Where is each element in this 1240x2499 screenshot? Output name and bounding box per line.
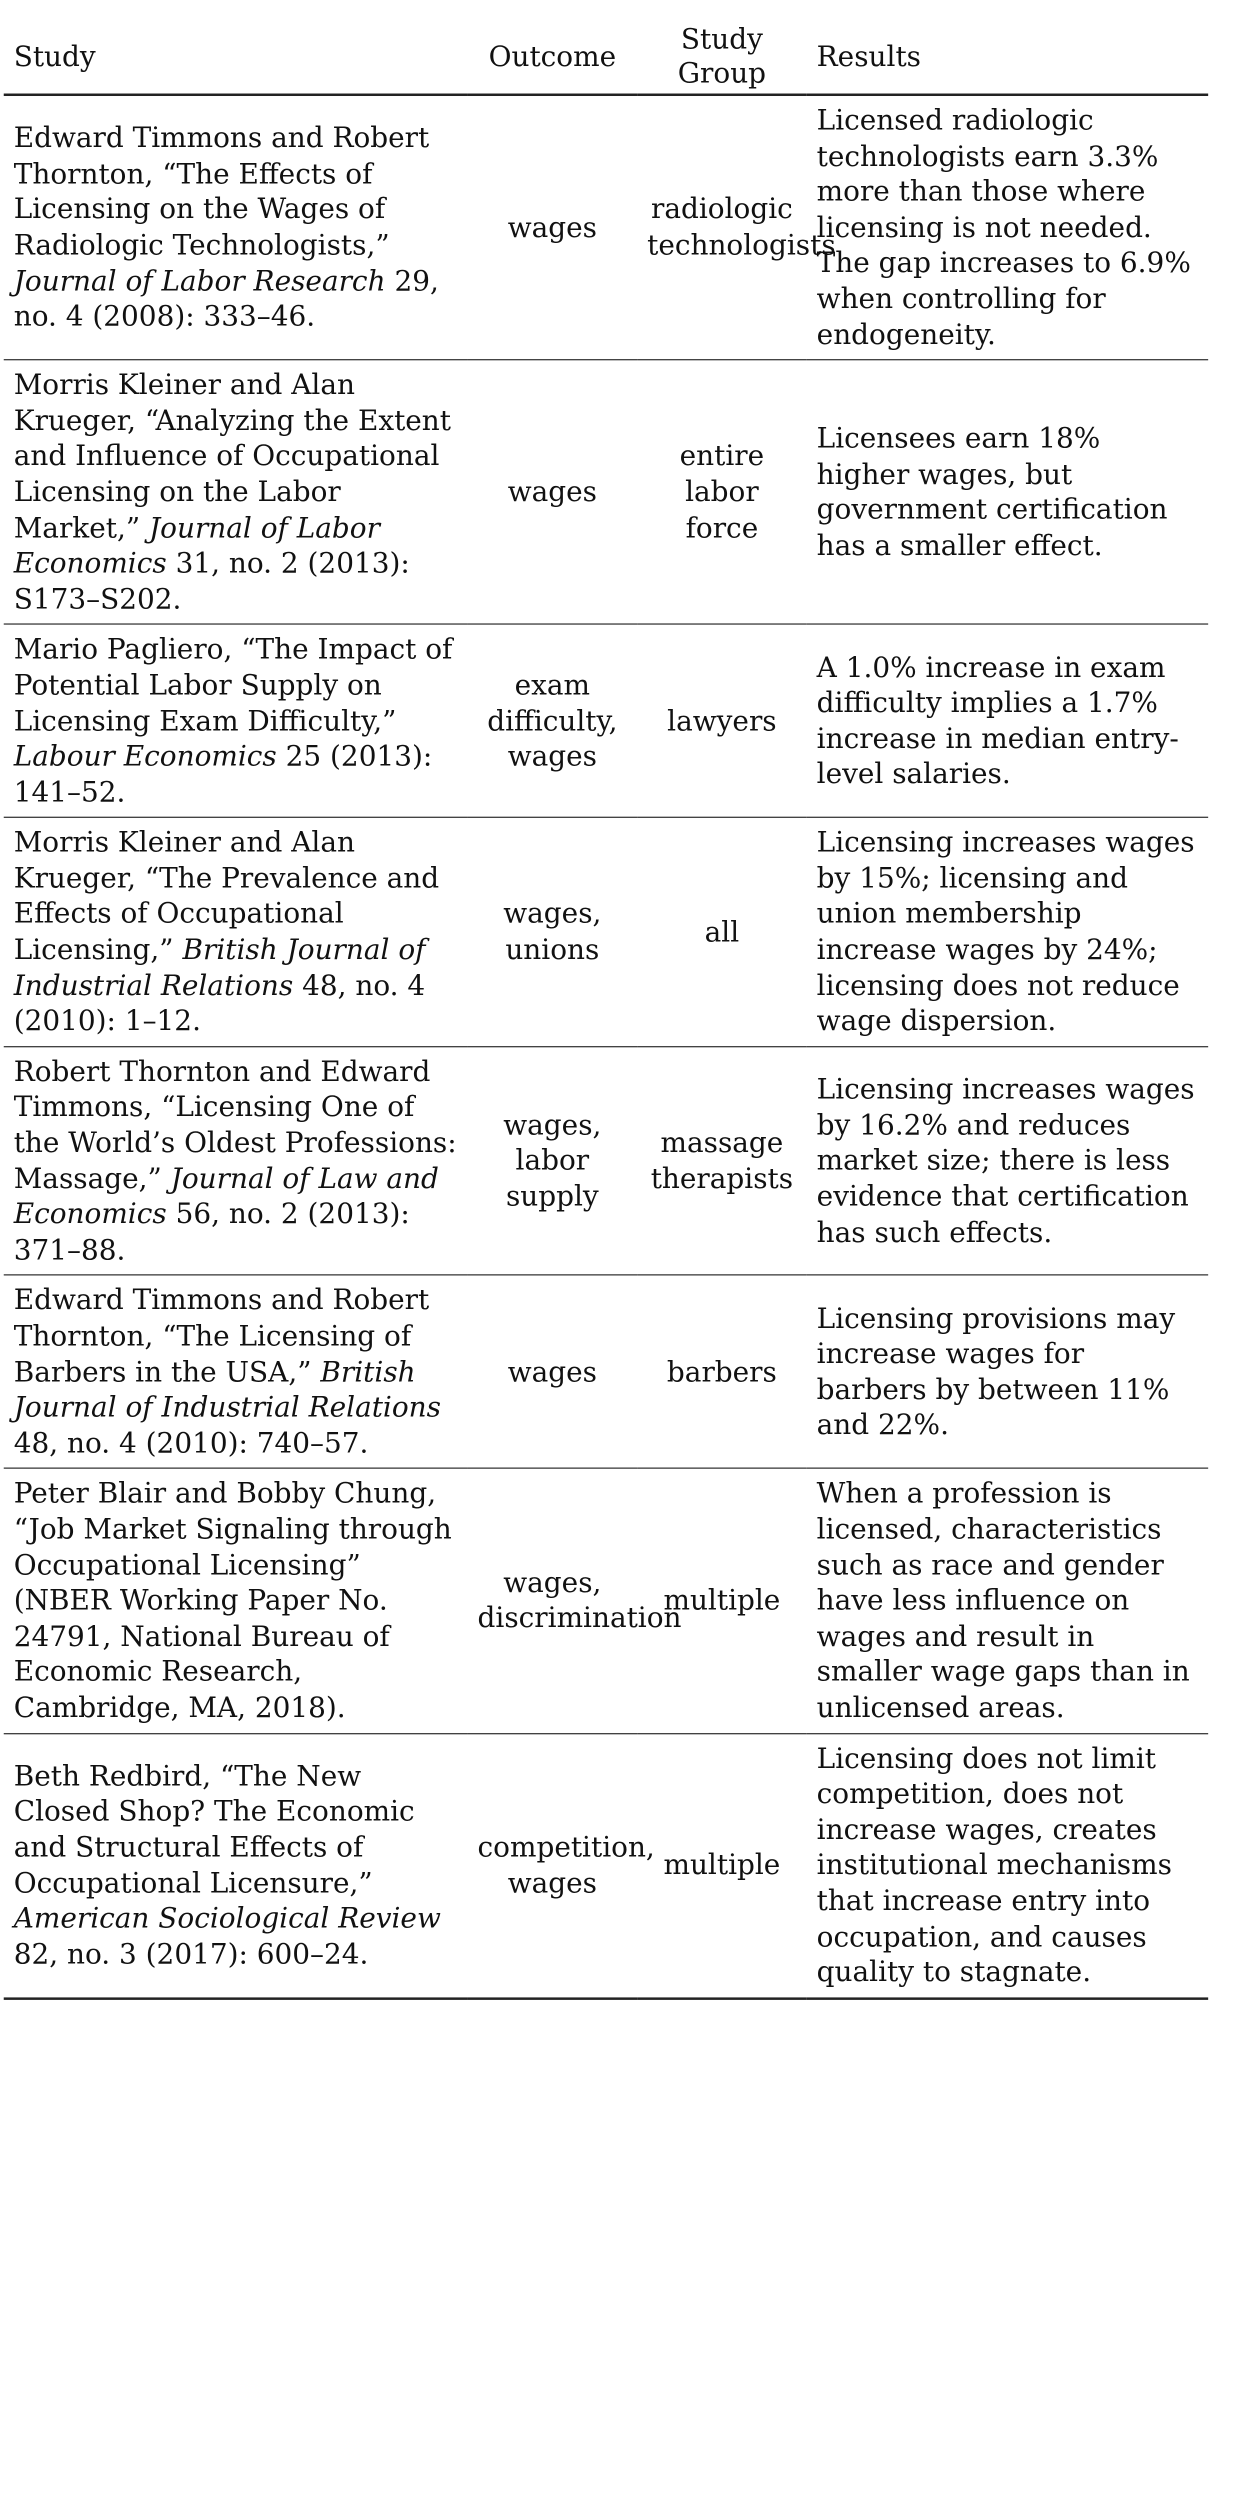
outcome-cell: wages (468, 360, 638, 625)
citation-details: 25 (2013): 141–52. (13, 740, 433, 809)
study-authors-title: Morris Kleiner and Alan Krueger, “Analyzing the Extent and Influence of Occupational Licensing on the Labor Market,” (13, 369, 452, 545)
citation-details: 31, no. 2 (2013): S173–S202. (13, 547, 410, 616)
results-cell: Licensing does not limit competition, does not increase wages, creates institutional mechanisms that increase entry into occupation, and causes quality to stagnate. (807, 1733, 1208, 1998)
results-cell: A 1.0% increase in exam difficulty implies a 1.7% increase in median entry-level salaries. (807, 624, 1208, 817)
outcome-cell: wages, labor supply (468, 1047, 638, 1276)
study-cell (4, 624, 468, 817)
header-group-line2: Group (677, 57, 767, 90)
table-row (4, 95, 1208, 360)
study-authors-title: Edward Timmons and Robert Thornton, “The Effects of Licensing on the Wages of Radiologic Technologists,” (13, 122, 430, 262)
study-authors-title: Edward Timmons and Robert Thornton, “The Licensing of Barbers in the USA,” (13, 1284, 430, 1389)
table-row (4, 1275, 1208, 1468)
study-group-cell: multiple (637, 1733, 807, 1998)
results-cell: Licensing increases wages by 15%; licensing and union membership increase wages by 24%; licensing does not reduce wage dispersion. (807, 818, 1208, 1047)
results-cell: Licensed radiologic technologists earn 3.3% more than those where licensing is not needed. The gap increases to 6.9% when controlling for endogeneity. (807, 95, 1208, 360)
study-group-cell: all (637, 818, 807, 1047)
study-cell (4, 1733, 468, 1998)
header-row (4, 21, 1208, 95)
journal-name: Labour Economics (13, 740, 277, 774)
citation-details: 56, no. 2 (2013): 371–88. (13, 1198, 410, 1267)
outcome-cell: wages (468, 95, 638, 360)
outcome-cell: competition, wages (468, 1733, 638, 1998)
table-row (4, 360, 1208, 625)
header-results: Results (807, 21, 1208, 95)
study-authors-title: Peter Blair and Bobby Chung, “Job Market Signaling through Occupational Licensing” (NBER Working Paper No. 24791, National Bureau of Economic Research, Cambridge, MA, 2018). (13, 1477, 452, 1725)
study-cell (4, 1275, 468, 1468)
study-group-cell: barbers (637, 1275, 807, 1468)
results-cell: Licensees earn 18% higher wages, but government certification has a smaller effect. (807, 360, 1208, 625)
journal-name: British Journal of Industrial Relations (13, 1356, 441, 1425)
citation-details: 48, no. 4 (2010): 1–12. (13, 969, 426, 1038)
studies-table (4, 21, 1208, 1999)
study-cell (4, 360, 468, 625)
citation-details: 82, no. 3 (2017): 600–24. (13, 1938, 369, 1971)
table-row (4, 1469, 1208, 1734)
study-authors-title: Robert Thornton and Edward Timmons, “Licensing One of the World’s Oldest Professions: Massage,” (13, 1055, 457, 1196)
study-cell (4, 95, 468, 360)
journal-name: Journal of Law and Economics (13, 1162, 439, 1231)
journal-name: Journal of Labor Research (13, 265, 386, 298)
study-group-cell: lawyers (637, 624, 807, 817)
table-row (4, 818, 1208, 1047)
header-study-group (637, 21, 807, 95)
study-cell (4, 818, 468, 1047)
study-authors-title: Morris Kleiner and Alan Krueger, “The Prevalence and Effects of Occupational Licensing,” (13, 826, 440, 967)
study-cell (4, 1047, 468, 1276)
table-row (4, 624, 1208, 817)
header-outcome: Outcome (468, 21, 638, 95)
citation-details: 48, no. 4 (2010): 740–57. (13, 1427, 369, 1460)
journal-name: American Sociological Review (13, 1902, 441, 1936)
outcome-cell: exam difficulty, wages (468, 624, 638, 817)
header-study: Study (4, 21, 468, 95)
study-cell (4, 1469, 468, 1734)
results-cell: Licensing increases wages by 16.2% and reduces market size; there is less evidence that certification has such effects. (807, 1047, 1208, 1276)
study-group-cell: multiple (637, 1469, 807, 1734)
header-group-line1: Study (680, 23, 763, 57)
journal-name: Journal of Labor Economics (13, 511, 380, 580)
study-group-cell: radiologic technologists (637, 95, 807, 360)
outcome-cell: wages (468, 1275, 638, 1468)
journal-name: British Journal of Industrial Relations (13, 933, 426, 1003)
results-cell: When a profession is licensed, characteristics such as race and gender have less influence on wages and result in smaller wage gaps than in unlicensed areas. (807, 1469, 1208, 1734)
table-row (4, 1733, 1208, 1998)
table-row (4, 1047, 1208, 1276)
study-group-cell: massage therapists (637, 1047, 807, 1276)
study-authors-title: Mario Pagliero, “The Impact of Potential Labor Supply on Licensing Exam Difficulty,” (13, 633, 453, 738)
outcome-cell: wages, unions (468, 818, 638, 1047)
study-group-cell: entire labor force (637, 360, 807, 625)
results-cell: Licensing provisions may increase wages for barbers by between 11% and 22%. (807, 1275, 1208, 1468)
citation-details: 29, no. 4 (2008): 333–46. (13, 265, 439, 334)
study-authors-title: Beth Redbird, “The New Closed Shop? The Economic and Structural Effects of Occupational Licensure,” (13, 1760, 415, 1900)
outcome-cell: wages, discrimination (468, 1469, 638, 1734)
